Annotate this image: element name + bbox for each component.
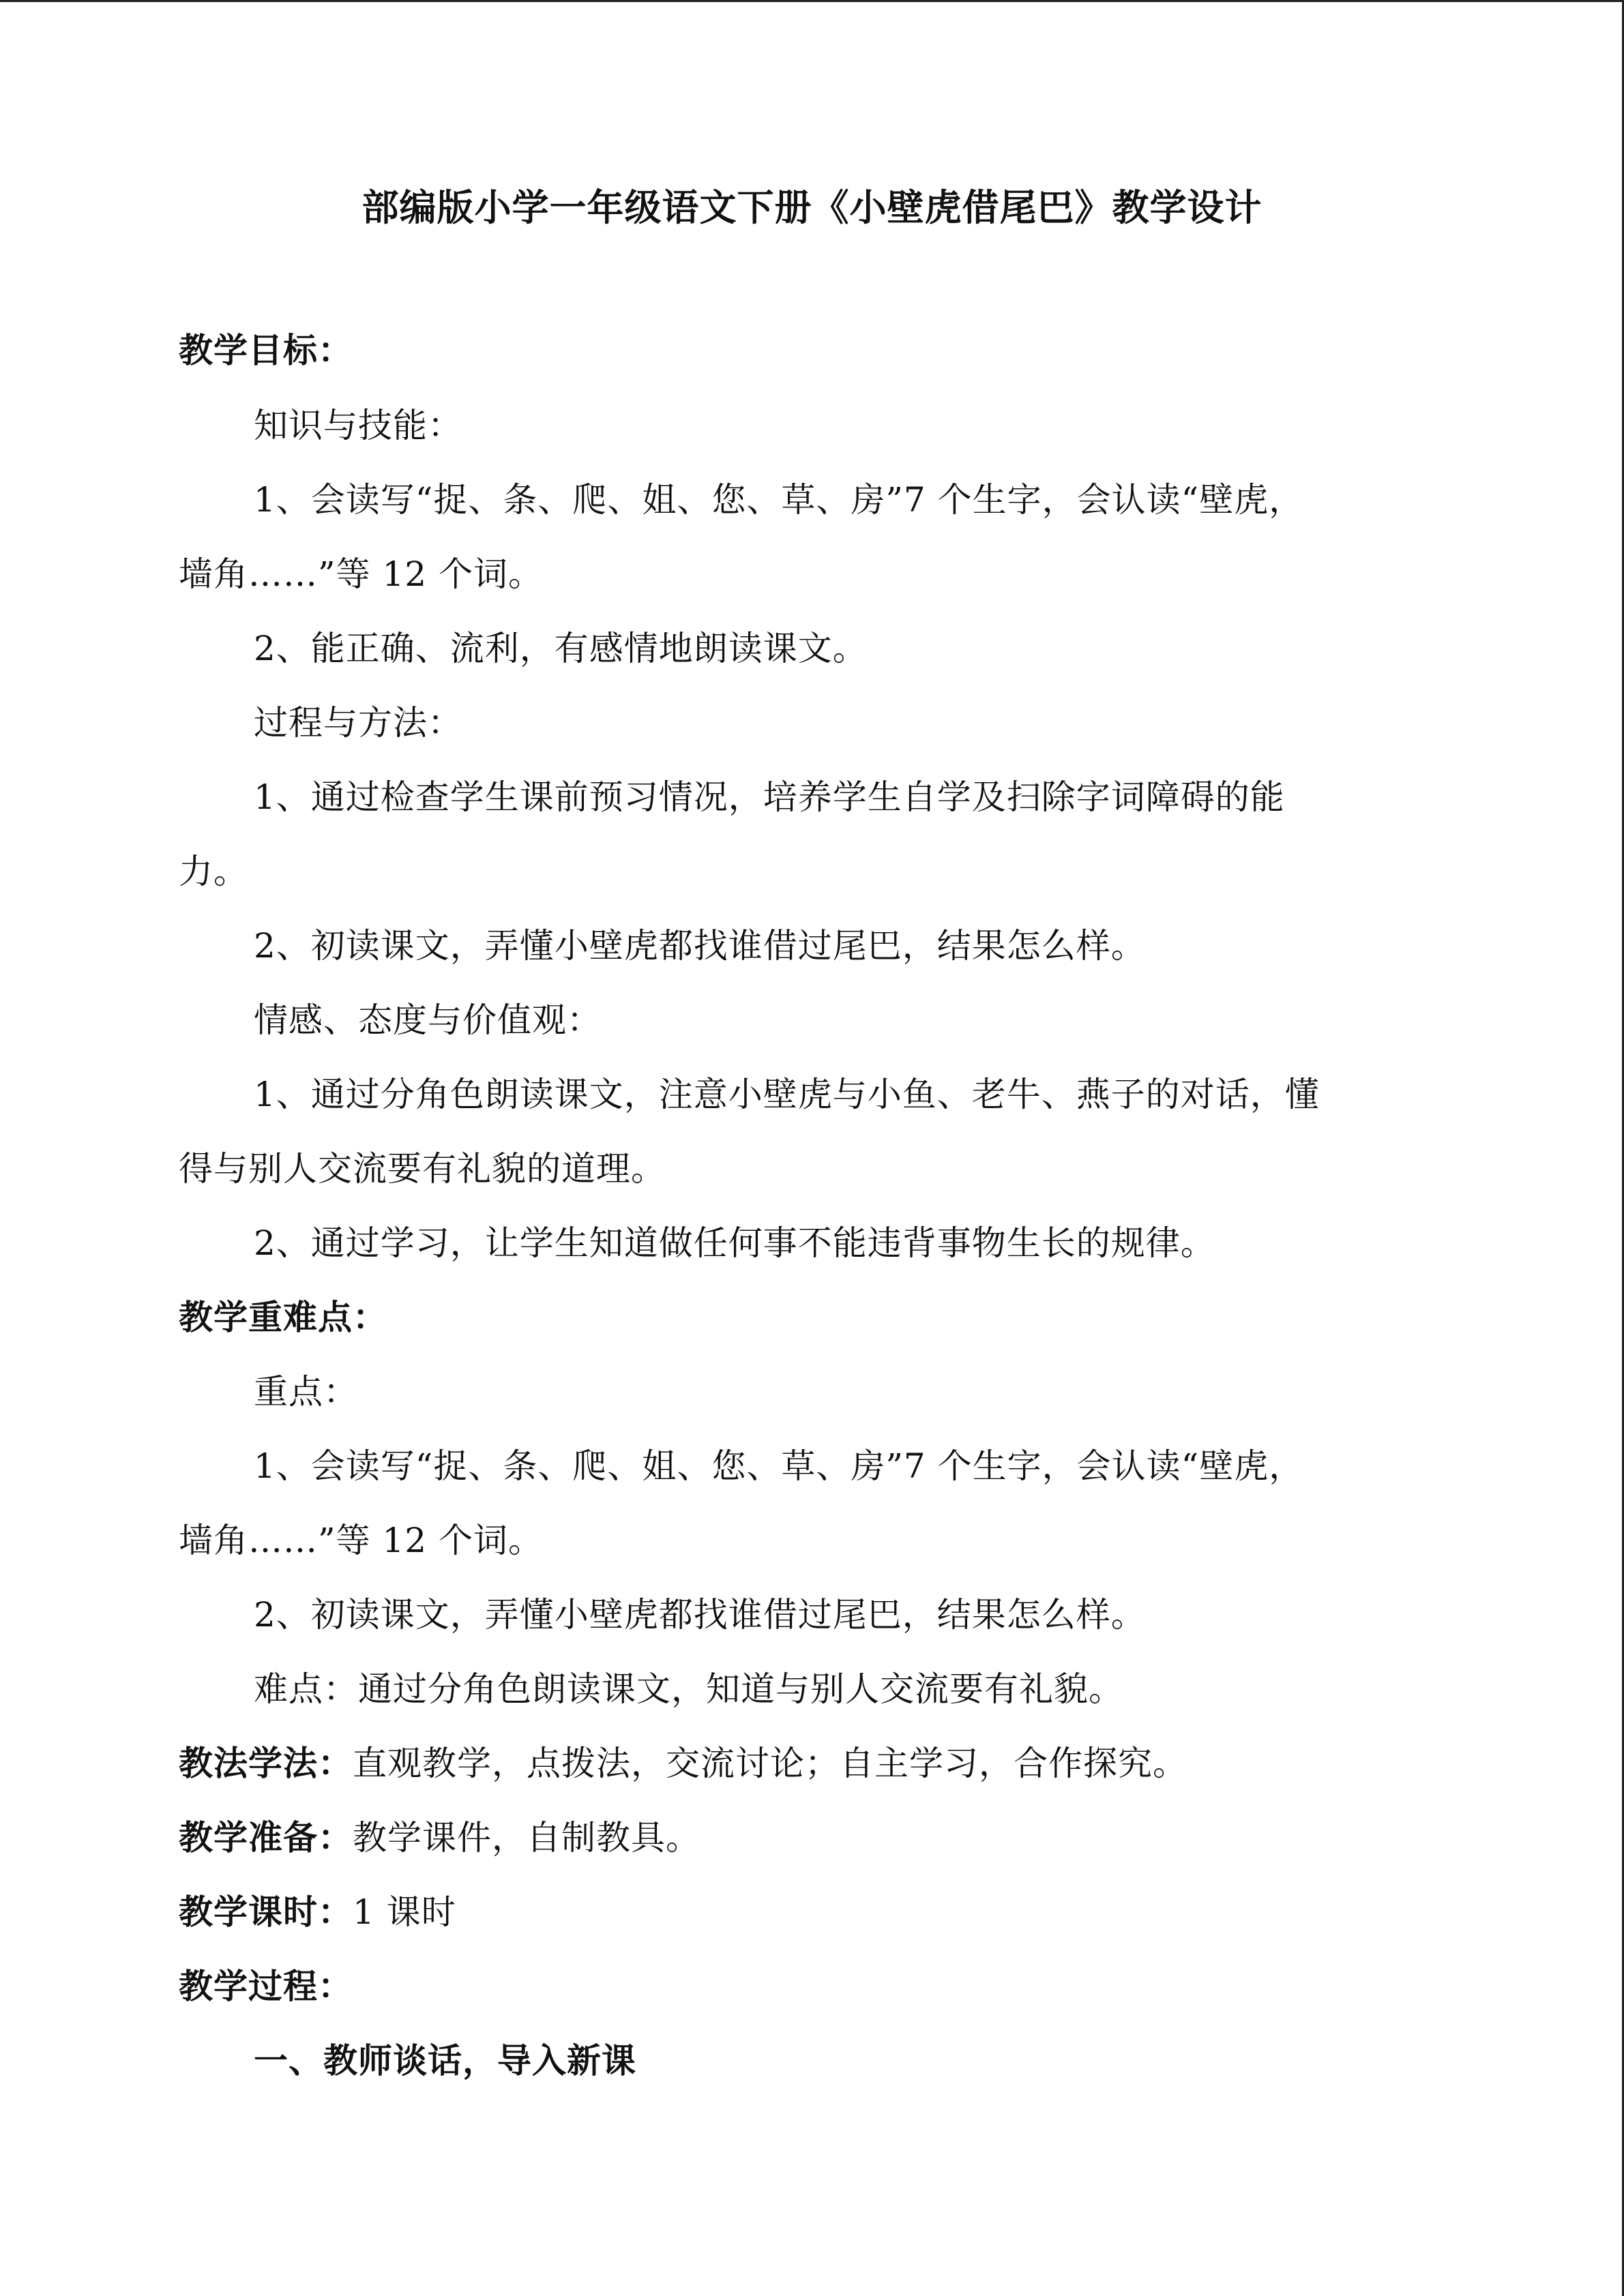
objective-e1-line1: 1、通过分角色朗读课文，注意小壁虎与小鱼、老牛、燕子的对话，懂: [254, 1075, 1320, 1114]
objective-p1-line1: 1、通过检查学生课前预习情况，培养学生自学及扫除字词障碍的能: [254, 777, 1285, 817]
page-top-border: [0, 0, 1624, 2]
process-heading: 教学过程：: [179, 1966, 353, 2006]
methods-text: 直观教学，点拨法，交流讨论；自主学习，合作探究。: [353, 1744, 1187, 1783]
methods-label: 教法学法：: [179, 1743, 353, 1783]
objective-e1-line2: 得与别人交流要有礼貌的道理。: [179, 1149, 666, 1189]
objective-e2: 2、通过学习，让学生知道做任何事不能违背事物生长的规律。: [254, 1223, 1215, 1263]
objective-p1-line2: 力。: [179, 852, 248, 891]
document-title: 部编版小学一年级语文下册《小壁虎借尾巴》教学设计: [361, 185, 1263, 229]
key-point-1-line2: 墙角……”等 12 个词。: [179, 1521, 543, 1560]
objective-p2: 2、初读课文，弄懂小壁虎都找谁借过尾巴，结果怎么样。: [254, 926, 1146, 966]
knowledge-skills-heading: 知识与技能：: [254, 406, 462, 445]
key-heading: 重点：: [254, 1372, 358, 1412]
prep-row: [179, 1817, 700, 1858]
prep-label: 教学准备：: [179, 1817, 353, 1858]
key-point-1-line1: 1、会读写“捉、条、爬、姐、您、草、房”7 个生字，会认读“壁虎，: [254, 1446, 1304, 1486]
methods-row: [179, 1743, 1187, 1784]
objective-k1-line1: 1、会读写“捉、条、爬、姐、您、草、房”7 个生字，会认读“壁虎，: [254, 480, 1304, 520]
process-methods-heading: 过程与方法：: [254, 703, 462, 743]
emotion-values-heading: 情感、态度与价值观：: [254, 1000, 602, 1040]
objective-k1-line2: 墙角……”等 12 个词。: [179, 554, 543, 594]
objectives-heading: 教学目标：: [179, 330, 353, 370]
objective-k2: 2、能正确、流利，有感情地朗读课文。: [254, 629, 868, 668]
prep-text: 教学课件，自制教具。: [353, 1818, 700, 1858]
key-point-2: 2、初读课文，弄懂小壁虎都找谁借过尾巴，结果怎么样。: [254, 1595, 1146, 1635]
hours-label: 教学课时：: [179, 1892, 353, 1932]
hours-row: [179, 1892, 456, 1933]
hours-text: 1 课时: [353, 1892, 456, 1932]
process-step-1: 一、教师谈话，导入新课: [254, 2040, 636, 2081]
key-points-heading: 教学重难点：: [179, 1297, 387, 1337]
difficulty-text: 难点：通过分角色朗读课文，知道与别人交流要有礼貌。: [254, 1669, 1123, 1709]
